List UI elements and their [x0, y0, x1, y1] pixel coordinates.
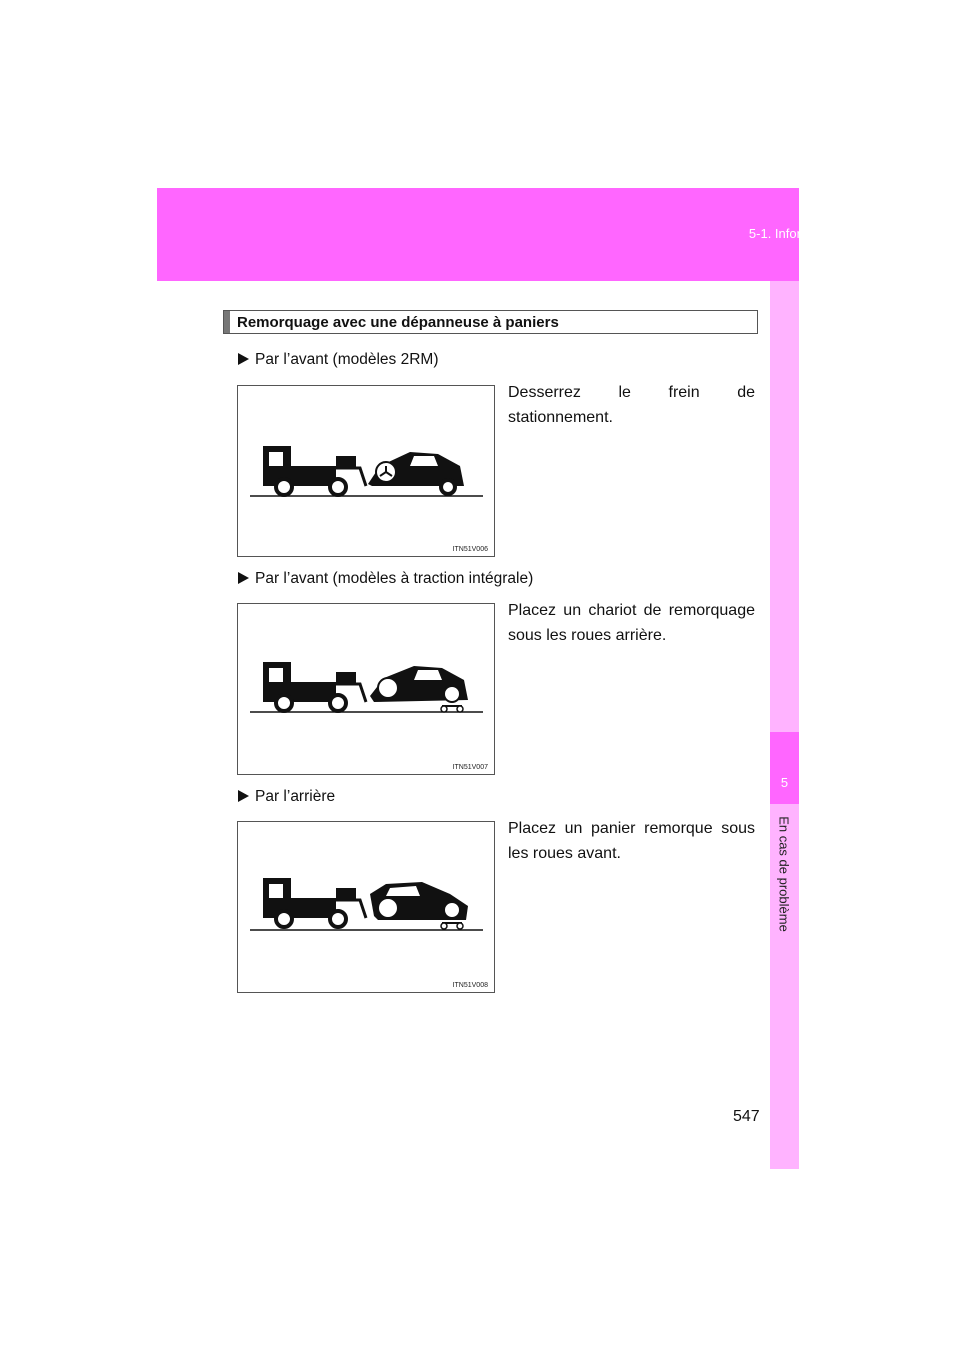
item-1-description: Desserrez le frein de stationnement. — [508, 384, 755, 426]
section-heading: Remorquage avec une dépanneuse à paniers — [237, 314, 559, 331]
tow-truck-dolly-illustration — [238, 604, 496, 776]
figure-tow-rear — [237, 821, 495, 993]
chapter-number-box — [770, 732, 799, 804]
item-3-description: Placez un panier remorque sous les roues avant. — [508, 820, 755, 862]
chapter-number: 5 — [780, 775, 789, 790]
side-tab — [770, 281, 799, 1169]
figure-code: ITN51V007 — [452, 764, 488, 771]
triangle-bullet-icon — [238, 353, 249, 365]
item-1-label: Par l’avant (modèles 2RM) — [255, 351, 439, 368]
figure-code: ITN51V008 — [452, 982, 488, 989]
figure-tow-front-4wd — [237, 603, 495, 775]
item-3-label: Par l’arrière — [255, 788, 336, 805]
header-band — [157, 188, 799, 281]
item-1-label-row — [238, 351, 438, 369]
triangle-bullet-icon — [238, 790, 249, 802]
item-2-description: Placez un chariot de remorquage sous les roues arrière. — [508, 602, 755, 644]
item-2-label: Par l’avant (modèles à traction intégrale) — [255, 570, 534, 587]
section-heading-box — [223, 310, 758, 334]
section-title: 5-1. Informations essentielles — [748, 226, 918, 241]
page-number: 547 — [733, 1108, 760, 1125]
triangle-bullet-icon — [238, 572, 249, 584]
tow-truck-rear-illustration — [238, 822, 496, 994]
figure-code: ITN51V006 — [452, 546, 488, 553]
item-2-label-row — [238, 570, 533, 588]
chapter-title: En cas de problème — [776, 816, 792, 932]
heading-accent-bar — [224, 311, 230, 333]
item-3-label-row — [238, 788, 335, 806]
figure-tow-front-2wd — [237, 385, 495, 557]
tow-truck-front-illustration — [238, 386, 496, 558]
